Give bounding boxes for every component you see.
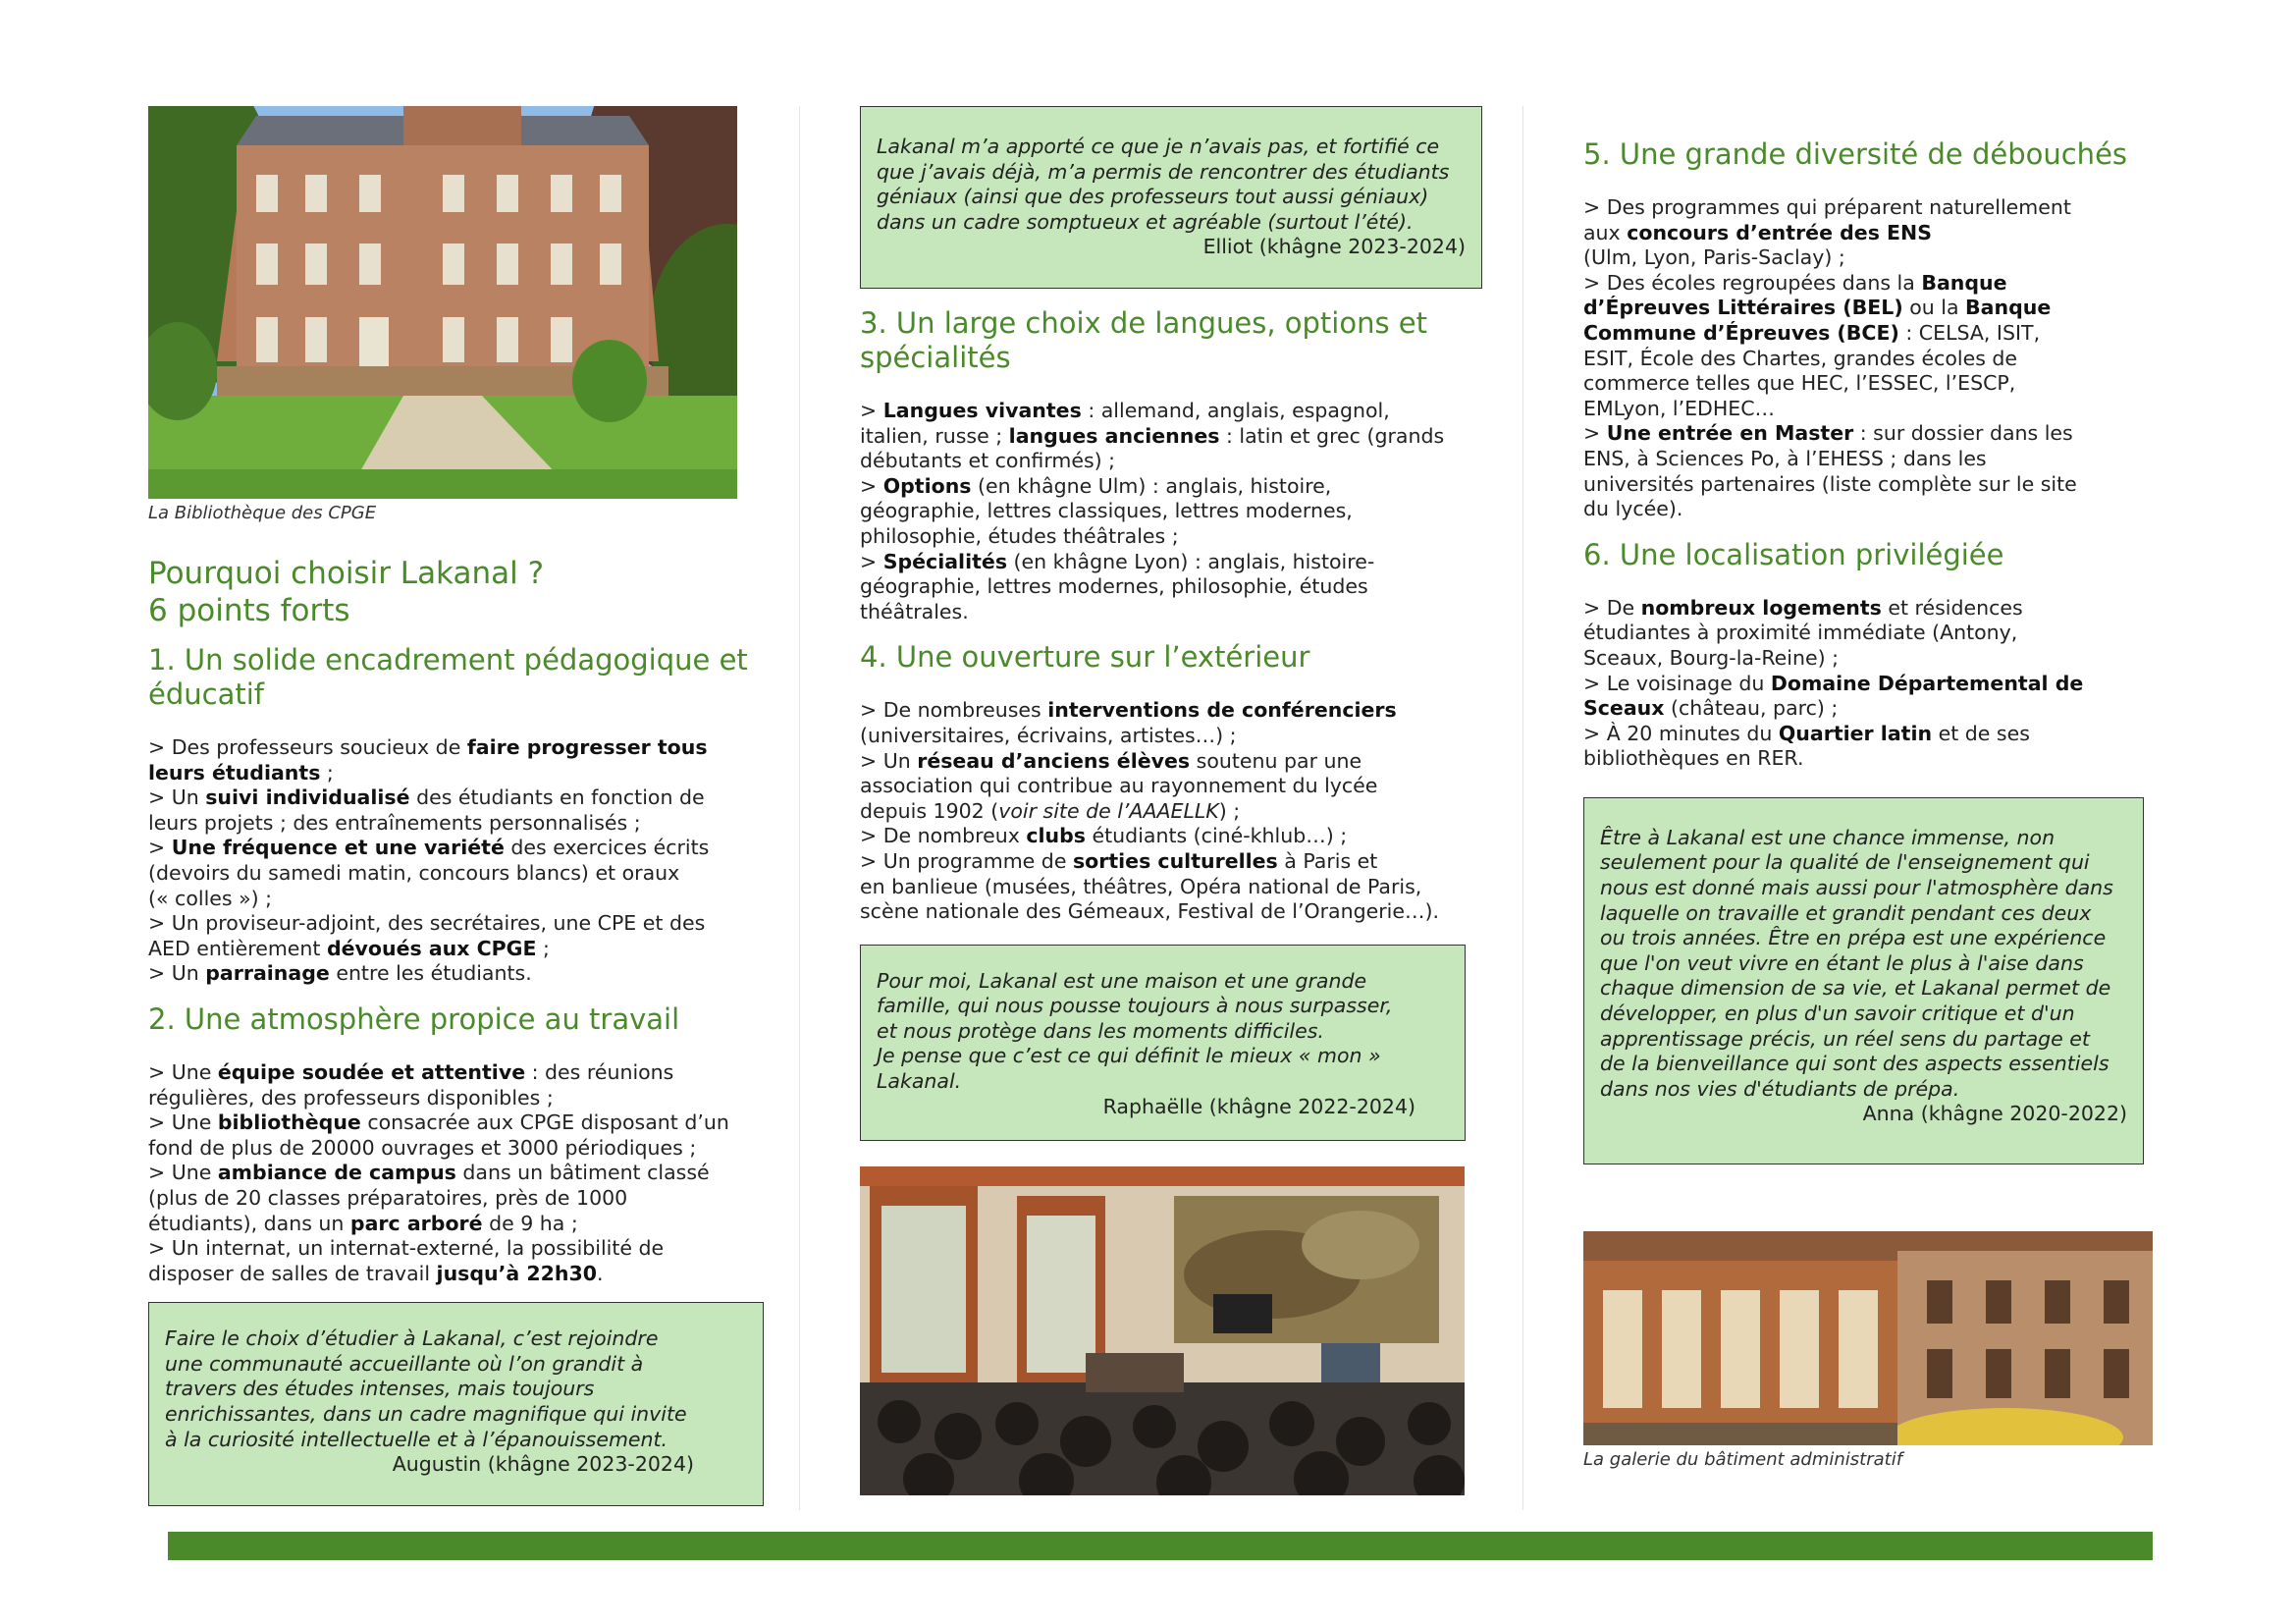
section-6-title: 6. Une localisation privilégiée xyxy=(1583,537,2004,571)
column-1 xyxy=(148,106,776,1506)
text-line: > Une fréquence et une variété des exercices écrits xyxy=(148,836,710,860)
testimonial-elliot xyxy=(860,106,1482,289)
text-line: EMLyon, l’EDHEC… xyxy=(1583,396,1776,420)
column-separator xyxy=(1522,106,1523,1510)
text-line: aux concours d’entrée des ENS xyxy=(1583,220,1932,244)
text-line: (« colles ») ; xyxy=(148,886,273,910)
text-line: > Un proviseur-adjoint, des secrétaires, une CPE et des xyxy=(148,911,706,936)
text-line: > Langues vivantes : allemand, anglais, espagnol, xyxy=(860,399,1390,422)
quote-line: chaque dimension de sa vie, et Lakanal permet de xyxy=(1600,976,2111,1001)
quote-line: géniaux (ainsi que des professeurs tout aussi géniaux) xyxy=(877,185,1429,209)
text-line: géographie, lettres modernes, philosophie, études xyxy=(860,574,1368,599)
quote-line: à la curiosité intellectuelle et à l’épanouissement. xyxy=(165,1427,668,1451)
text-line: ESIT, École des Chartes, grandes écoles de xyxy=(1583,346,2018,370)
quote-line: seulement pour la qualité de l'enseignement qui xyxy=(1600,850,2090,875)
text-line: > Spécialités (en khâgne Lyon) : anglais, histoire- xyxy=(860,549,1375,573)
text-line: Commune d’Épreuves (BCE) : CELSA, ISIT, xyxy=(1583,320,2041,345)
text-line: > Un suivi individualisé des étudiants en fonction de xyxy=(148,785,705,810)
text-line: commerce telles que HEC, l’ESSEC, l’ESCP, xyxy=(1583,371,2016,396)
text-line: > Une équipe soudée et attentive : des réunions xyxy=(148,1059,674,1084)
page-title-line-1: Pourquoi choisir Lakanal ? xyxy=(148,556,545,591)
text-line: > De nombreuses interventions de conférenciers xyxy=(860,698,1397,723)
text-line: > Options (en khâgne Ulm) : anglais, histoire, xyxy=(860,473,1332,498)
text-line: en banlieue (musées, théâtres, Opéra national de Paris, xyxy=(860,874,1422,898)
section-1-title: 1. Un solide encadrement pédagogique et éducatif xyxy=(148,643,748,711)
text-line: étudiantes à proximité immédiate (Antony, xyxy=(1583,621,2018,645)
footer-bar xyxy=(168,1532,2153,1560)
quote-line: dans nos vies d'étudiants de prépa. xyxy=(1600,1076,1960,1101)
text-line: bibliothèques en RER. xyxy=(1583,746,1804,771)
page-title-line-2: 6 points forts xyxy=(148,593,350,628)
quote-line: Lakanal m’a apporté ce que je n’avais pas, et fortifié ce xyxy=(877,135,1440,158)
testimonial-raphaelle xyxy=(860,945,1466,1141)
testimonial-text xyxy=(1600,826,2127,1103)
testimonial-author: Raphaëlle (khâgne 2022-2024) xyxy=(1102,1094,1415,1118)
text-line: universités partenaires (liste complète sur le site xyxy=(1583,471,2077,496)
section-1-body xyxy=(148,735,776,987)
section-4-title: 4. Une ouverture sur l’extérieur xyxy=(860,640,1310,675)
quote-line: Je pense que c’est ce qui définit le mieux « mon » xyxy=(877,1044,1381,1068)
text-line: d’Épreuves Littéraires (BEL) ou la Banque xyxy=(1583,296,2052,320)
testimonial-text xyxy=(877,135,1466,235)
text-line: > Des professeurs soucieux de faire progresser tous xyxy=(148,735,708,759)
section-3-title: 3. Un large choix de langues, options et spécialités xyxy=(860,306,1428,374)
text-line: > Une bibliothèque consacrée aux CPGE disposant d’un xyxy=(148,1110,729,1135)
column-separator xyxy=(799,106,800,1510)
text-line: du lycée). xyxy=(1583,497,1683,521)
text-line: scène nationale des Gémeaux, Festival de l’Orangerie…). xyxy=(860,899,1439,924)
text-line: association qui contribue au rayonnement du lycée xyxy=(860,774,1378,798)
text-line: > Une ambiance de campus dans un bâtiment classé xyxy=(148,1161,710,1185)
quote-line: apprentissage précis, un réel sens du partage et xyxy=(1600,1026,2090,1051)
text-line: > Un internat, un internat-externé, la possibilité de xyxy=(148,1236,665,1261)
quote-line: Faire le choix d’étudier à Lakanal, c’est rejoindre xyxy=(165,1326,659,1351)
text-line: (devoirs du samedi matin, concours blancs) et oraux xyxy=(148,860,680,885)
text-line: > Une entrée en Master : sur dossier dans les xyxy=(1583,421,2073,446)
text-line: > Un réseau d’anciens élèves soutenu par une xyxy=(860,748,1362,773)
quote-line: enrichissantes, dans un cadre magnifique qui invite xyxy=(165,1402,687,1427)
text-line: leurs étudiants ; xyxy=(148,760,334,785)
section-6-body xyxy=(1583,596,2172,772)
quote-line: et nous protège dans les moments difficiles. xyxy=(877,1018,1324,1043)
testimonial-text xyxy=(165,1326,747,1452)
testimonial-author: Augustin (khâgne 2023-2024) xyxy=(392,1452,694,1477)
section-3-body xyxy=(860,399,1483,624)
testimonial-anna xyxy=(1583,797,2144,1164)
text-line: > De nombreux logements et résidences xyxy=(1583,595,2023,620)
quote-line: nous est donné mais aussi pour l'atmosphère dans xyxy=(1600,876,2113,900)
section-2-body xyxy=(148,1060,776,1286)
page-title xyxy=(148,555,776,629)
text-line: depuis 1902 (voir site de l’AAAELLK) ; xyxy=(860,798,1241,823)
text-line: (plus de 20 classes préparatoires, près de 1000 xyxy=(148,1185,628,1210)
quote-line: Lakanal. xyxy=(877,1069,962,1094)
testimonial-text xyxy=(877,969,1449,1095)
text-line: débutants et confirmés) ; xyxy=(860,449,1116,473)
text-line: (Ulm, Lyon, Paris-Saclay) ; xyxy=(1583,245,1845,270)
text-line: régulières, des professeurs disponibles ; xyxy=(148,1085,554,1110)
quote-line: Être à Lakanal est une chance immense, non xyxy=(1600,825,2056,849)
quote-line: une communauté accueillante où l’on grandit à xyxy=(165,1351,644,1376)
library-photo-caption: La Bibliothèque des CPGE xyxy=(148,503,377,523)
testimonial-author: Anna (khâgne 2020-2022) xyxy=(1862,1102,2127,1126)
text-line: > Un programme de sorties culturelles à Paris et xyxy=(860,848,1378,873)
text-line: italien, russe ; langues anciennes : latin et grec (grands xyxy=(860,423,1445,448)
text-line: > Des écoles regroupées dans la Banque xyxy=(1583,270,2007,295)
quote-line: laquelle on travaille et grandit pendant ces deux xyxy=(1600,900,2092,925)
concert-photo xyxy=(860,1166,1465,1495)
section-4-body xyxy=(860,698,1483,924)
text-line: géographie, lettres classiques, lettres modernes, xyxy=(860,499,1353,523)
section-5-title: 5. Une grande diversité de débouchés xyxy=(1583,137,2128,171)
text-line: > Le voisinage du Domaine Départemental de xyxy=(1583,671,2084,695)
quote-line: que l'on veut vivre en étant le plus à l'aise dans xyxy=(1600,950,2084,975)
text-line: Sceaux (château, parc) ; xyxy=(1583,696,1839,721)
text-line: > Des programmes qui préparent naturellement xyxy=(1583,195,2071,219)
quote-line: Pour moi, Lakanal est une maison et une grande xyxy=(877,968,1367,993)
quote-line: ou trois années. Être en prépa est une expérience xyxy=(1600,926,2107,950)
quote-line: développer, en plus d'un savoir critique et d'un xyxy=(1600,1001,2075,1026)
text-line: AED entièrement dévoués aux CPGE ; xyxy=(148,936,550,960)
section-2-title: 2. Une atmosphère propice au travail xyxy=(148,1001,680,1036)
text-line: > À 20 minutes du Quartier latin et de ses xyxy=(1583,721,2030,745)
text-line: > De nombreux clubs étudiants (ciné-khlub…) ; xyxy=(860,824,1348,848)
quote-line: dans un cadre somptueux et agréable (surtout l’été). xyxy=(877,209,1414,234)
column-3 xyxy=(1583,106,2172,1470)
text-line: (universitaires, écrivains, artistes…) ; xyxy=(860,723,1237,747)
library-photo xyxy=(148,106,737,499)
text-line: leurs projets ; des entraînements personnalisés ; xyxy=(148,810,641,835)
text-line: philosophie, études théâtrales ; xyxy=(860,523,1179,548)
text-line: étudiants), dans un parc arboré de 9 ha ; xyxy=(148,1211,578,1235)
text-line: Sceaux, Bourg-la-Reine) ; xyxy=(1583,645,1840,670)
text-line: ENS, à Sciences Po, à l’EHESS ; dans les xyxy=(1583,446,1987,470)
testimonial-author: Elliot (khâgne 2023-2024) xyxy=(1202,235,1466,259)
testimonial-augustin xyxy=(148,1302,764,1506)
quote-line: de la bienveillance qui sont des aspects essentiels xyxy=(1600,1052,2109,1076)
gallery-photo xyxy=(1583,1231,2153,1445)
quote-line: travers des études intenses, mais toujours xyxy=(165,1377,595,1401)
text-line: théâtrales. xyxy=(860,599,969,623)
quote-line: famille, qui nous pousse toujours à nous surpasser, xyxy=(877,994,1393,1018)
gallery-photo-caption: La galerie du bâtiment administratif xyxy=(1583,1448,1903,1470)
section-5-body xyxy=(1583,195,2172,522)
text-line: > Un parrainage entre les étudiants. xyxy=(148,961,532,986)
text-line: fond de plus de 20000 ouvrages et 3000 périodiques ; xyxy=(148,1135,697,1160)
quote-line: que j’avais déjà, m’a permis de rencontrer des étudiants xyxy=(877,159,1450,184)
text-line: disposer de salles de travail jusqu’à 22h30. xyxy=(148,1261,604,1285)
column-2 xyxy=(860,106,1483,1495)
